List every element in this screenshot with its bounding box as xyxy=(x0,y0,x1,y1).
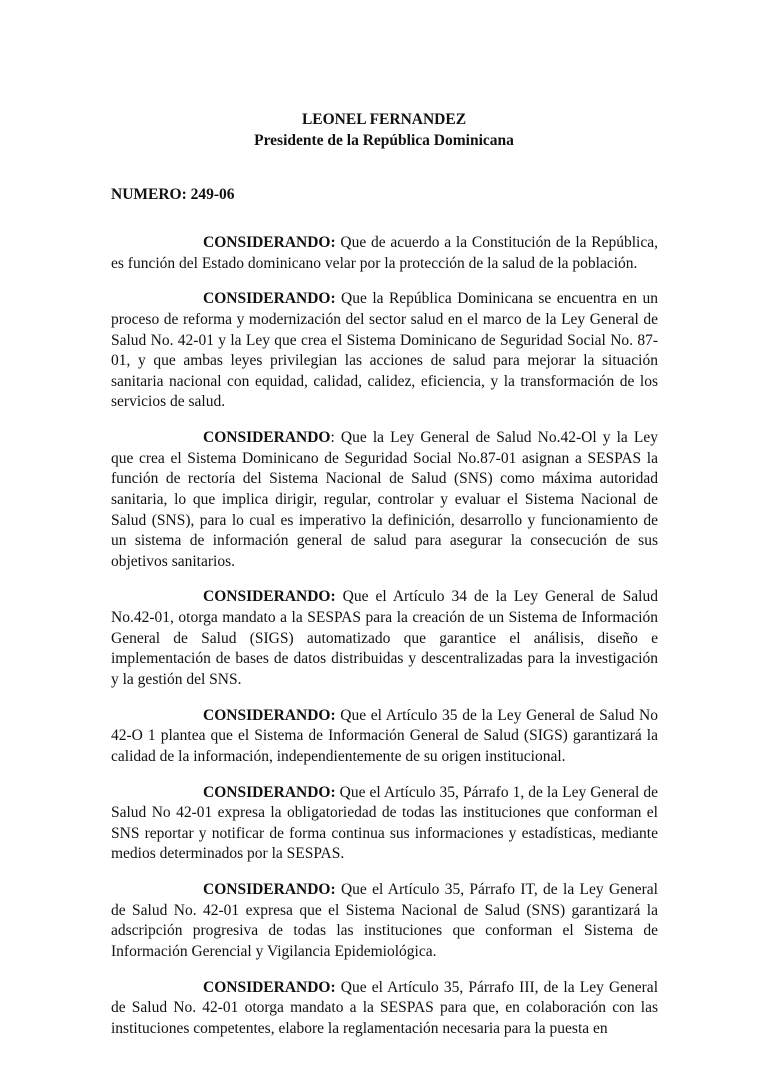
considerando-text: Que la República Dominicana se encuentra en un proceso de reforma y modernización del sector salud en el marco de la Ley General de Salud No. 42-01 y la Ley que crea el Sistema Dominicano de Seguridad Social No. 87-01, y que ambas leyes privilegian las acciones de salud para mejorar la situación sanitaria nacional con equidad, calidad, calidez, eficiencia, y la transformación de los servicios de salud. xyxy=(111,290,658,411)
considerando-lead: CONSIDERANDO: xyxy=(203,706,336,724)
considerando-paragraph xyxy=(111,587,658,690)
document-body xyxy=(111,233,658,1055)
considerando-lead: CONSIDERANDO: xyxy=(203,234,336,251)
considerando-paragraph xyxy=(111,706,658,768)
considerando-lead: CONSIDERANDO xyxy=(203,429,331,447)
header-title: Presidente de la República Dominicana xyxy=(254,132,514,149)
considerando-lead: CONSIDERANDO: xyxy=(203,290,336,308)
considerando-text: Que de acuerdo a la Constitución de la República, es función del Estado dominicano velar por la protección de la salud de la población. xyxy=(111,234,658,272)
considerando-text: Que el Artículo 35, Párrafo IT, de la Ley General de Salud No. 42-01 expresa que el Sistema Nacional de Salud (SNS) garantizará la adscripción progresiva de todas las instituciones que conforman el Sistema de Información Gerencial y Vigilancia Epidemiológica. xyxy=(111,881,658,960)
considerando-text: Que el Artículo 35, Párrafo III, de la Ley General de Salud No. 42-01 otorga mandato a la SESPAS para que, en colaboración con las instituciones competentes, elabore la reglamentación necesaria para la puesta en xyxy=(111,978,658,1037)
considerando-text: Que el Artículo 35, Párrafo 1, de la Ley General de Salud No 42-01 expresa la obligatoriedad de todas las instituciones que conforman el SNS reportar y notificar de forma continua sus informaciones y estadísticas, mediante medios determinados por la SESPAS. xyxy=(111,783,658,863)
considerando-text: Que el Artículo 35 de la Ley General de Salud No 42-O 1 plantea que el Sistema de Información General de Salud (SIGS) garantizará la calidad de la información, independientemente de su origen institucional. xyxy=(111,706,658,765)
decree-number: NUMERO: 249-06 xyxy=(111,186,235,203)
considerando-paragraph xyxy=(111,233,658,274)
considerando-lead: CONSIDERANDO: xyxy=(203,783,336,801)
considerando-lead: CONSIDERANDO: xyxy=(203,881,336,899)
considerando-lead: CONSIDERANDO: xyxy=(203,978,336,996)
considerando-paragraph xyxy=(111,978,658,1040)
considerando-paragraph xyxy=(111,783,658,865)
header-name: LEONEL FERNANDEZ xyxy=(301,111,467,128)
considerando-paragraph xyxy=(111,289,658,413)
considerando-paragraph xyxy=(111,428,658,572)
considerando-text: : Que la Ley General de Salud No.42-Ol y la Ley que crea el Sistema Dominicano de Seguridad Social No.87-01 asignan a SESPAS la función de rectoría del Sistema Nacional de Salud (SNS) como máxima autoridad sanitaria, lo que implica dirigir, regular, controlar y evaluar el Sistema Nacional de Salud (SNS), para lo cual es imperativo la definición, desarrollo y funcionamiento de un sistema de información general de salud para asegurar la consecución de sus objetivos sanitarios. xyxy=(111,429,658,570)
considerando-paragraph xyxy=(111,880,658,962)
considerando-text: Que el Artículo 34 de la Ley General de Salud No.42-01, otorga mandato a la SESPAS para la creación de un Sistema de Información General de Salud (SIGS) automatizado que garantice el análisis, diseño e implementación de bases de datos distribuidas y descentralizadas para la investigación y la gestión del SNS. xyxy=(111,588,658,688)
considerando-lead: CONSIDERANDO: xyxy=(203,588,336,606)
